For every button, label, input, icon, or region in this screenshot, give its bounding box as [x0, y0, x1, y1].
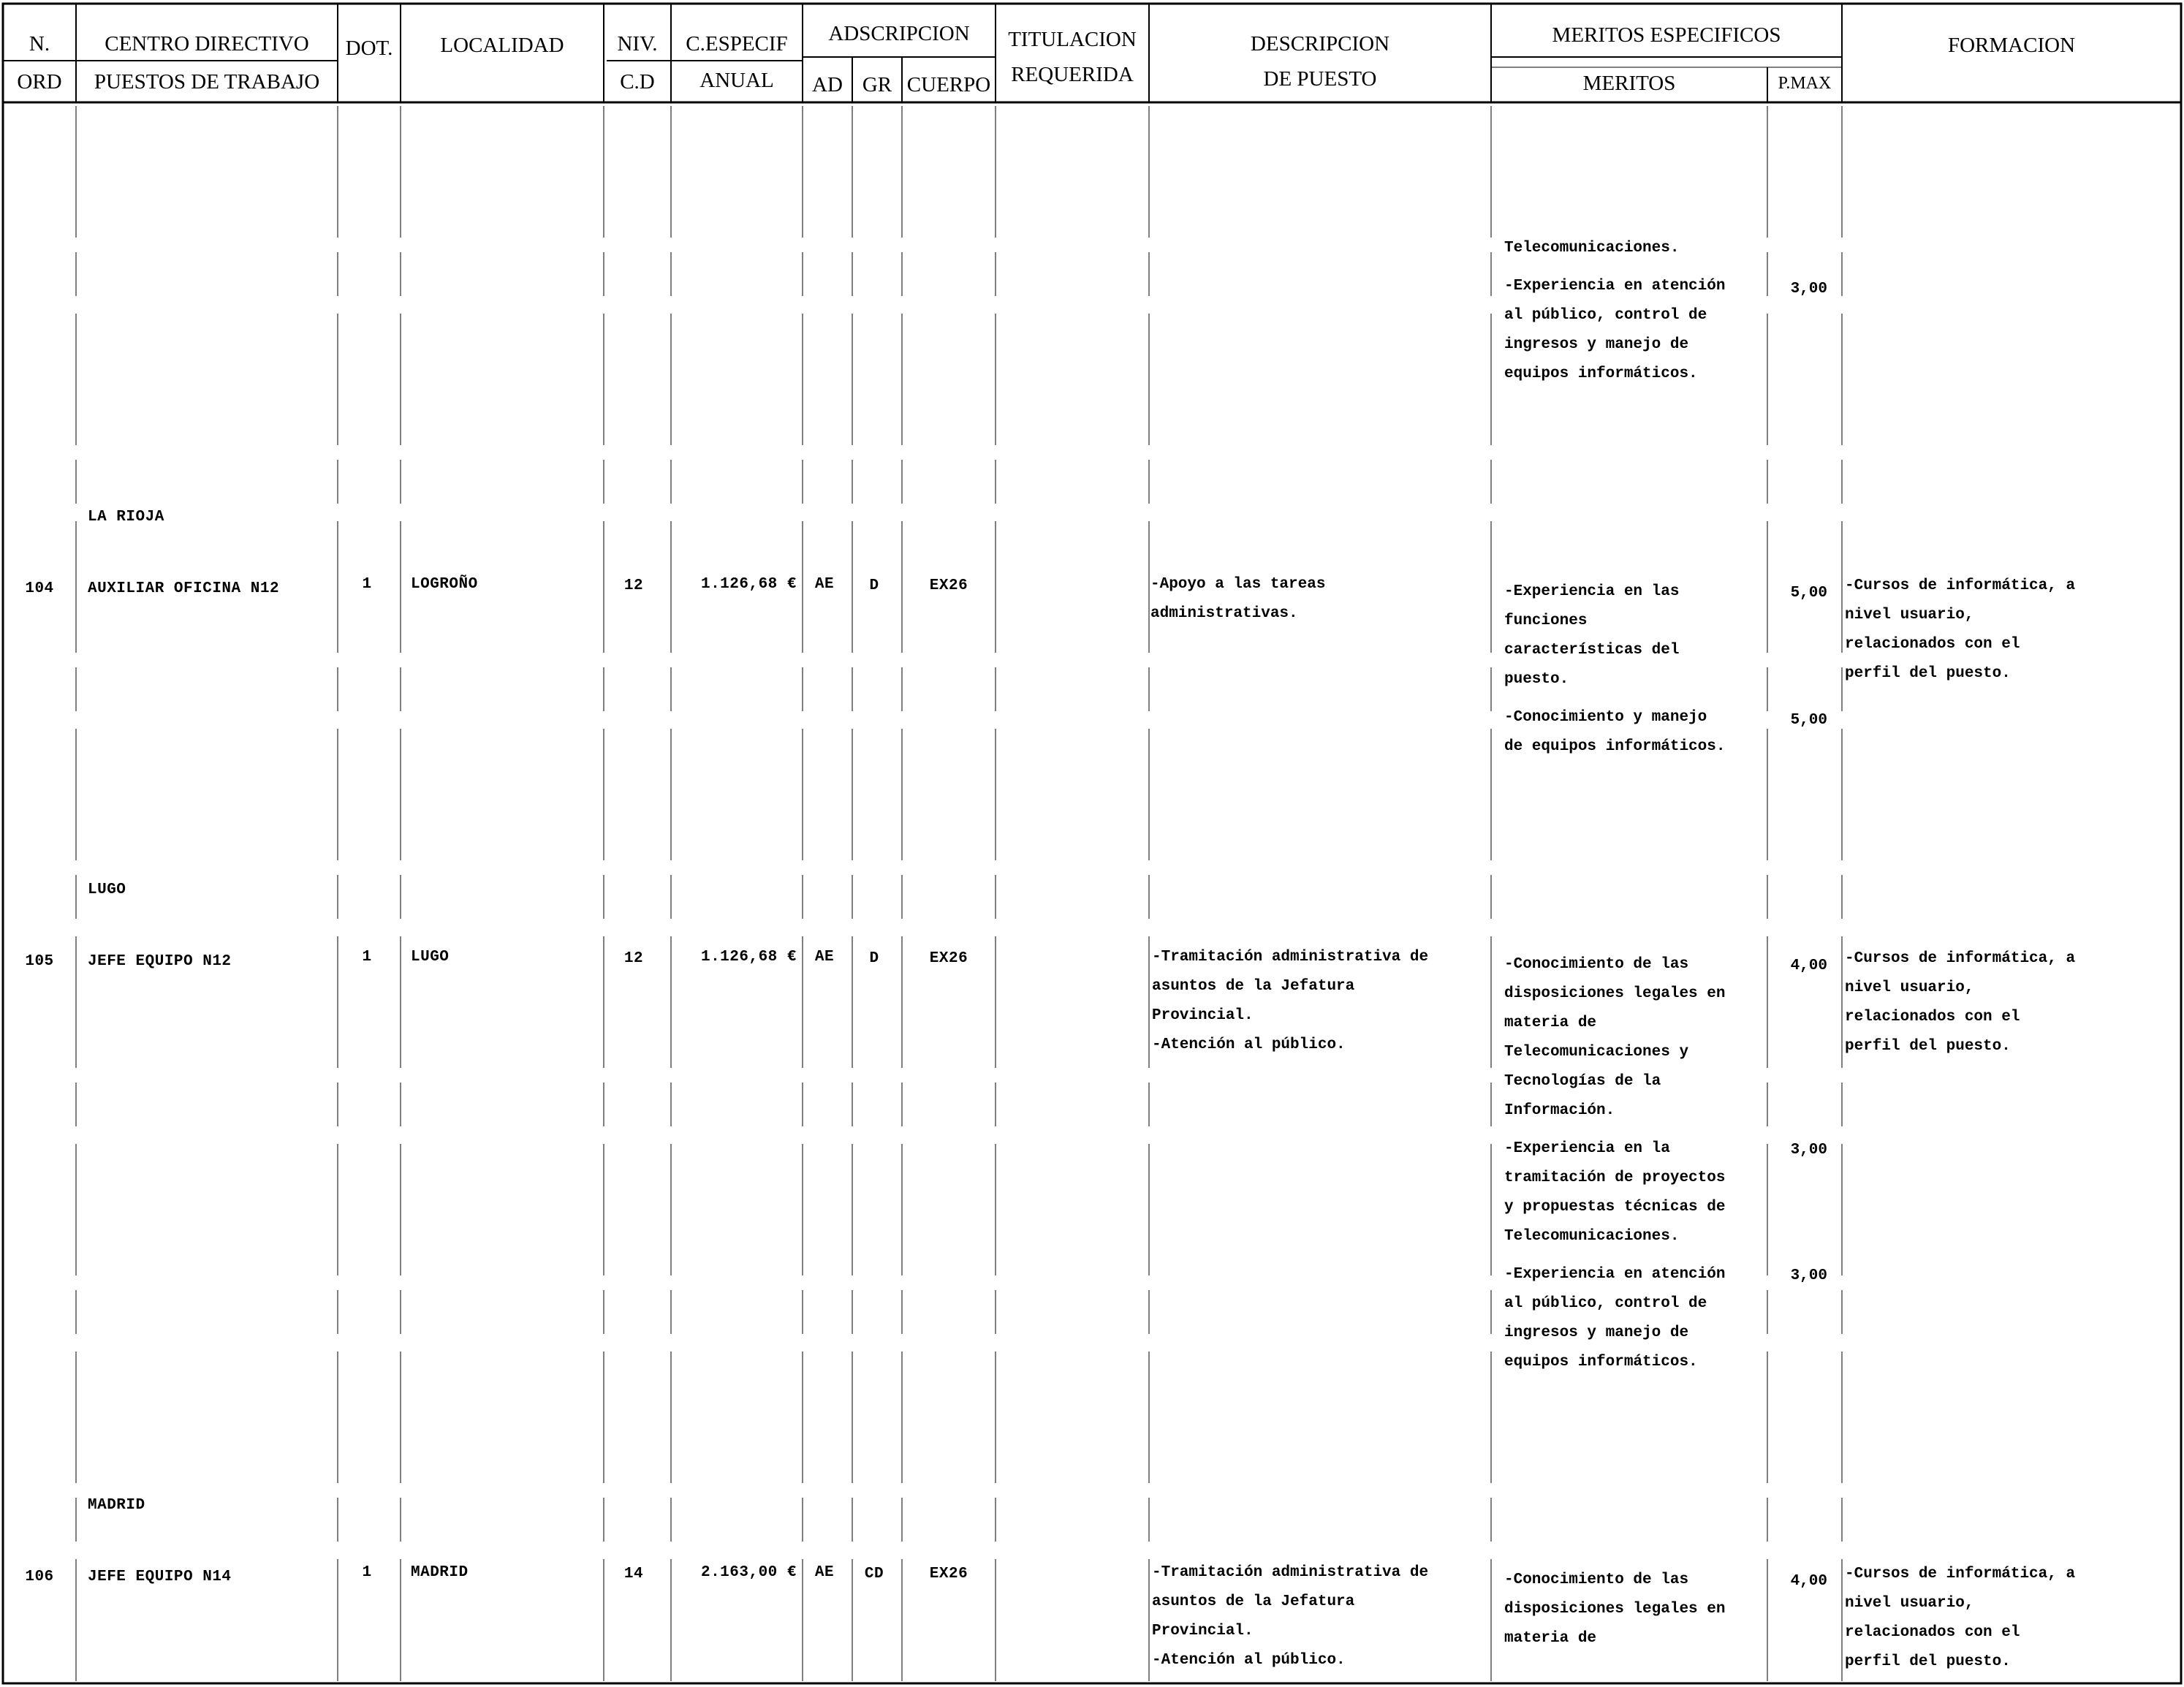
row-104-c-especif: 1.126,68 € [700, 576, 797, 593]
header-descripcion: DESCRIPCION [1250, 32, 1390, 56]
header-p-max: P.MAX [1778, 74, 1832, 93]
row-104-ad: AE [814, 576, 835, 593]
header-meritos: MERITOS [1582, 72, 1676, 95]
row-106-ord: 106 [25, 1569, 54, 1585]
row-106-puesto: JEFE EQUIPO N14 [88, 1569, 232, 1585]
row-104-cuerpo: EX26 [929, 577, 968, 594]
row-105-dot: 1 [362, 949, 372, 966]
row-106-cuerpo: EX26 [929, 1566, 968, 1582]
header-requerida: REQUERIDA [1011, 63, 1134, 86]
row-105-province: LUGO [88, 882, 126, 898]
row-104-merito-1-pts: 5,00 [1790, 585, 1827, 602]
row-105-niv: 12 [623, 950, 644, 967]
row-105-merito-1: -Conocimiento de las disposiciones legales en materia de Telecomunicaciones y Tecnologías de la Información. [1504, 956, 1726, 1119]
row-106-merito-1-pts: 4,00 [1790, 1573, 1827, 1590]
row-104-dot: 1 [362, 576, 372, 593]
row-105-merito-2: -Experiencia en la tramitación de proyectos y propuestas técnicas de Telecomunicaciones. [1504, 1140, 1726, 1245]
row-104-puesto: AUXILIAR OFICINA N12 [88, 580, 280, 597]
row-106-merito-1: -Conocimiento de las disposiciones legales en materia de [1504, 1572, 1726, 1647]
row-105-cuerpo: EX26 [929, 950, 968, 967]
header-formacion: FORMACION [1947, 34, 2076, 57]
header-cd: C.D [620, 70, 655, 94]
row-106-localidad: MADRID [411, 1564, 469, 1581]
row-105-merito-2-pts: 3,00 [1790, 1142, 1827, 1159]
header-localidad: LOCALIDAD [440, 34, 564, 57]
row-104-merito-2-pts: 5,00 [1790, 712, 1827, 729]
row-104-merito-1: -Experiencia en las funciones características del puesto. [1504, 583, 1680, 688]
carryover-merito-1: Telecomunicaciones. [1504, 240, 1680, 257]
row-106-gr: CD [864, 1566, 884, 1582]
header-c-especif: C.ESPECIF [686, 32, 788, 56]
row-105-ord: 105 [25, 953, 54, 970]
row-105-gr: D [869, 950, 879, 967]
row-106-niv: 14 [623, 1566, 644, 1582]
carryover-merito-2-pts: 3,00 [1790, 281, 1827, 297]
header-ord: ORD [17, 70, 62, 94]
row-105-merito-3-pts: 3,00 [1790, 1267, 1827, 1284]
row-104-ord: 104 [25, 580, 54, 597]
row-106-ad: AE [814, 1564, 835, 1581]
header-de-puesto: DE PUESTO [1263, 67, 1377, 91]
header-n: N. [29, 32, 50, 56]
row-105-puesto: JEFE EQUIPO N12 [88, 953, 232, 970]
row-106-formacion: -Cursos de informática, a nivel usuario, relacionados con el perfil del puesto. [1845, 1566, 2076, 1670]
header-adscripcion: ADSCRIPCION [828, 22, 970, 45]
row-105-merito-1-pts: 4,00 [1790, 958, 1827, 974]
header-niv: NIV. [617, 32, 658, 56]
row-105-descripcion: -Tramitación administrativa de asuntos de la Jefatura Provincial. -Atención al público. [1152, 949, 1429, 1053]
carryover-merito-2: -Experiencia en atención al público, control de ingresos y manejo de equipos informáticos. [1504, 278, 1726, 382]
row-106-province: MADRID [88, 1497, 145, 1514]
row-104-formacion: -Cursos de informática, a nivel usuario, relacionados con el perfil del puesto. [1845, 577, 2076, 682]
row-106-dot: 1 [362, 1564, 372, 1581]
header-titulacion: TITULACION [1008, 28, 1137, 51]
row-104-descripcion: -Apoyo a las tareas administrativas. [1150, 576, 1326, 622]
row-104-gr: D [869, 577, 879, 594]
header-cuerpo: CUERPO [906, 73, 991, 96]
row-104-niv: 12 [623, 577, 644, 594]
row-106-c-especif: 2.163,00 € [700, 1564, 797, 1581]
row-104-localidad: LOGROÑO [411, 576, 478, 593]
header-puestos-trabajo: PUESTOS DE TRABAJO [94, 70, 320, 94]
header-gr: GR [862, 73, 892, 96]
row-106-descripcion: -Tramitación administrativa de asuntos de la Jefatura Provincial. -Atención al público. [1152, 1564, 1429, 1669]
header-meritos-especificos: MERITOS ESPECIFICOS [1552, 23, 1781, 47]
header-dot: DOT. [345, 37, 393, 60]
header-ad: AD [812, 73, 843, 96]
row-104-merito-2: -Conocimiento y manejo de equipos informáticos. [1504, 709, 1726, 755]
row-105-merito-3: -Experiencia en atención al público, control de ingresos y manejo de equipos informáticos. [1504, 1266, 1726, 1371]
header-anual: ANUAL [699, 69, 774, 92]
header-centro-directivo: CENTRO DIRECTIVO [105, 32, 309, 56]
row-104-province: LA RIOJA [88, 509, 164, 526]
row-105-localidad: LUGO [411, 949, 450, 966]
row-105-formacion: -Cursos de informática, a nivel usuario, relacionados con el perfil del puesto. [1845, 950, 2076, 1055]
row-105-ad: AE [814, 949, 835, 966]
row-105-c-especif: 1.126,68 € [700, 949, 797, 966]
